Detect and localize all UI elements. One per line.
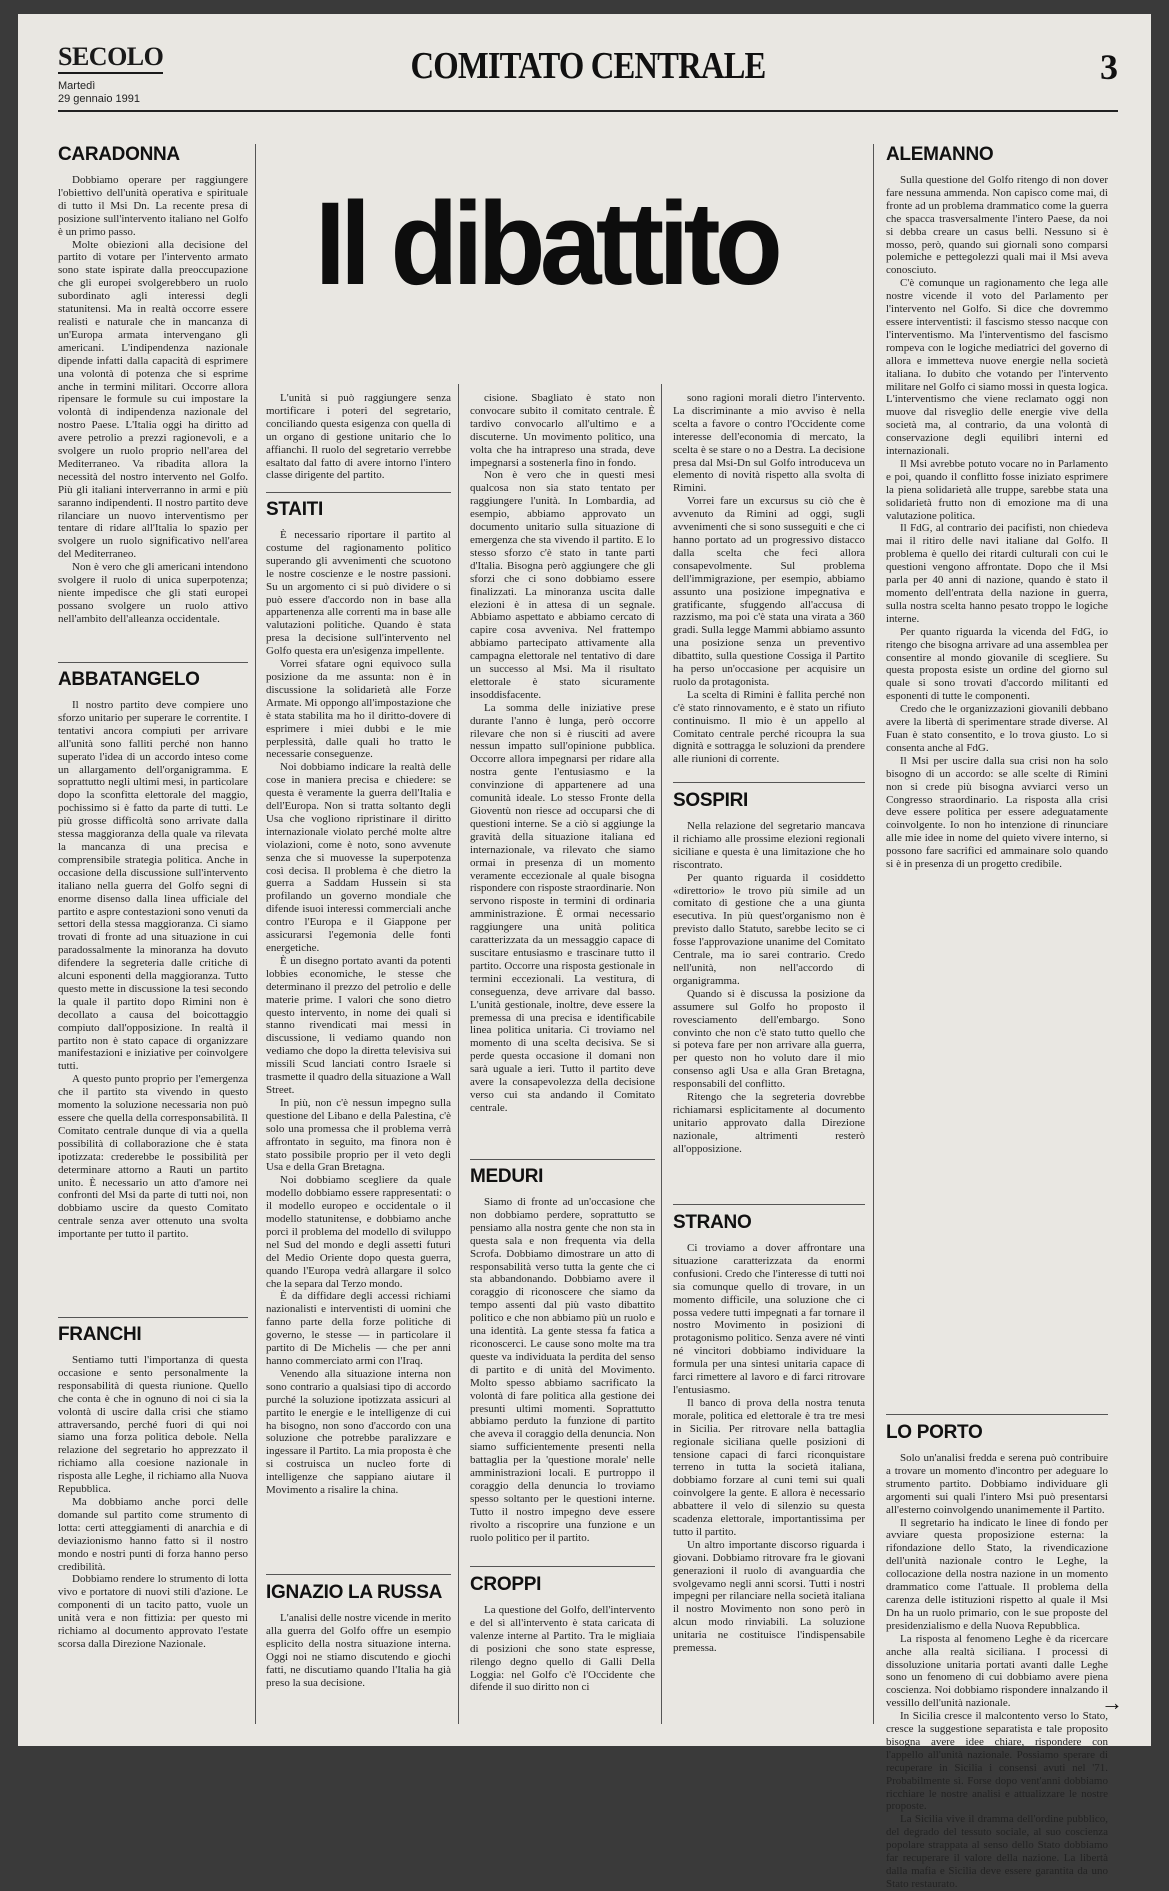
speaker-name: IGNAZIO LA RUSSA [266, 1582, 443, 1603]
speaker-name: FRANCHI [58, 1324, 142, 1345]
masthead [58, 36, 1118, 106]
article-paragraph: Ritengo che la segreteria dovrebbe richiamarsi esplicitamente al documento unitario approvato dalla Direzione nazionale, altrimenti resterò all'opposizione. [673, 1091, 865, 1155]
article-caradonna [58, 144, 248, 656]
article-divider [470, 1159, 655, 1160]
newspaper-logo: SECOLO [58, 42, 163, 74]
article-paragraph: Nella relazione del segretario mancava il richiamo alle prossime elezioni regionali siciliane e questa è una limitazione che ho riscontrato. [673, 820, 865, 871]
column-divider [458, 384, 459, 1724]
article-paragraph: Credo che le organizzazioni giovanili debbano avere la libertà di sperimentare strade diverse. Al Fuan è stato consentito, e lo trova giusto. Lo si consenta anche al FdG. [886, 703, 1108, 754]
article-paragraph: Il Msi avrebbe potuto vocare no in Parlamento e poi, quando il conflitto fosse iniziato esprimere la piena solidarietà alle truppe, sarebbe stata una solidarietà frutto non di emozione ma di una valutazione politica. [886, 457, 1108, 522]
article-paragraph: È un disegno portato avanti da potenti lobbies economiche, le stesse che determinano il prezzo del petrolio e delle materie prime. I valori che sono dietro questo intervento, in nome dei quali si stanno rivendicati mai messi in discussione, li vediamo quando non vediamo che dopo la diretta televisiva sui missili Scud lanciati contro Israele si trasmette il quadro della situazione a Wall Street. [266, 954, 451, 1096]
article-paragraph: Vorrei fare un excursus su ciò che è avvenuto da Rimini ad oggi, sugli avvenimenti che si sono susseguiti e che ci hanno portato ad un progressivo distacco dalla scelta che feci allora consapevolmente. Sul problema dell'immigrazione, per esempio, abbiamo assunto una posizione impegnativa e gratificante, sfuggendo all'accusa di razzismo, ma poi c'è stata una virata a 360 gradi. Sulla legge Mammì abbiamo assunto una posizione senza un preventivo dibattito, sulla questione Cossiga il Partito ha perso un'occasione per acquisire un ruolo da protagonista. [673, 495, 865, 688]
article-paragraph: Il nostro partito deve compiere uno sforzo unitario per superare le correntite. I tentativi ancora compiuti per arrivare all'unità sono falliti perché non hanno superato l'idea di un accordo inteso come un allargamento dell'organigramma. E soprattutto negli ultimi mesi, in particolare dopo la sconfitta elettorale del maggio, pochissimo si è fatto da parte di tutti. Le più grosse difficoltà sono arrivate dalla stessa maggioranza della quale va rilevata la mancanza di una precisa e comprensibile strategia politica. Anche in occasione della discussione sull'intervento italiano nella guerra del Golfo segni di enorme disenso dalla linea ufficiale del partito e aspre contestazioni sono venuti da settori della stessa maggioranza. Ci siamo trovati di fronte ad una situazione in cui paradossalmente la minoranza ha dovuto difendere la segreteria dalle critiche di alcuni esponenti della maggioranza. Tutto questo mette in discussione la tesi secondo la quale il partito dopo Rimini non è decollato a causa del boicottaggio compiuto dall'opposizione. In realtà il partito non è stato capace di organizzare manifestazioni e iniziative per coinvolgere tutti. [58, 699, 248, 1073]
article-paragraph: Il banco di prova della nostra tenuta morale, politica ed elettorale è tra tre mesi in Sicilia. Per ritrovare nella battaglia regionale siciliana quelle posizioni di tensione capaci di farci riconquistare terreno in tutta la società italiana, dobbiamo forzare al cuni temi sui quali coinvolgere la gente. E allora è necessario abbattere il velo di silenzio su questa scadenza elettorale, importantissima per tutto il partito. [673, 1396, 865, 1538]
article-paragraph: Noi dobbiamo scegliere da quale modello dobbiamo essere rappresentati: o il modello europeo e occidentale o il modello statunitense, e dobbiamo anche porci il problema del modello di sviluppo nel Sud del mondo e degli assetti futuri del Medio Oriente dopo questa guerra, quando l'Europa vedrà allargare il solco che la separa dal Terzo mondo. [266, 1174, 451, 1290]
article-paragraph: Per quanto riguarda il cosiddetto «direttorio» le trovo più simile ad un comitato di gestione che a una giunta esecutiva. In più quest'organismo non è previsto dallo Statuto, sarebbe lecito se ci fosse l'approvazione unanime del Comitato Centrale, ma io sarei contrario. Credo nell'unità, non nell'accordo di organigramma. [673, 871, 865, 987]
article-divider [470, 1566, 655, 1567]
article-paragraph: Sulla questione del Golfo ritengo di non dover fare nessuna ammenda. Non capisco come mai, di fronte ad un problema drammatico come la guerra che spacca trasversalmente l'intero Paese, da noi si debba creare un casus belli. Nessuno si è mosso, però, quando sui giornali sono comparsi polemiche e pettegolezzi quali mai il Msi aveva conosciuto. [886, 174, 1108, 277]
speaker-name: LO PORTO [886, 1422, 983, 1443]
article-paragraph: Il FdG, al contrario dei pacifisti, non chiedeva mai il ritiro delle navi italiane dal Golfo. Il problema è quello dei ritardi culturali con cui le questioni vengono affrontate. Dopo che il Msi parla per 40 anni di nazione, quando è stato il momento dell'entrata della nazione in guerra, sulla nostra scelta hanno pesato troppo le logiche interne. [886, 522, 1108, 625]
article-paragraph: Vorrei sfatare ogni equivoco sulla posizione da me assunta: non è in discussione la solidarietà alle Forze Armate. Mi oppongo all'impostazione che è stata stabilita ma ho il diritto-dovere di esprimere i miei dubbi e le mie perplessità, dalle quali ho tratto le necessarie conseguenze. [266, 658, 451, 761]
article-paragraph: Solo un'analisi fredda e serena può contribuire a trovare un momento d'incontro per adeguare lo strumento partito. Dobbiamo individuare gli argomenti sui quali l'intero Msi può presentarsi all'esterno coinvolgendo unanimemente il Partito. [886, 1452, 1108, 1516]
article-paragraph: Ma dobbiamo anche porci delle domande sul partito come strumento di lotta: certi atteggiamenti di anarchia e di deviazionismo hanno fatto sì il nostro mondo e nostri punti di forza hanno perso credibilità. [58, 1495, 248, 1573]
continuation-arrow-icon: → [1101, 1690, 1123, 1715]
article-continuation [673, 392, 865, 777]
column-divider [873, 144, 874, 1724]
article-continuation [266, 392, 451, 487]
headline: Il dibattito [314, 178, 778, 310]
article-paragraph: Dobbiamo operare per raggiungere l'obiettivo dell'unità operativa e spirituale di tutto il Msi Dn. La recente presa di posizione sull'intervento italiano nel Golfo è un primo passo. [58, 174, 248, 238]
masthead-rule [58, 110, 1118, 112]
article-divider [266, 1574, 451, 1575]
article-divider [58, 662, 248, 663]
column-divider [255, 144, 256, 1724]
article-paragraph: L'unità si può raggiungere senza mortificare i poteri del segretario, conciliando questa esigenza con quella di un organo di gestione unitario che lo affianchi. Il ruolo del segretario verrebbe esaltato dal fatto di avere intorno l'intero classe dirigente del partito. [266, 392, 451, 482]
speaker-name: MEDURI [470, 1166, 544, 1187]
article-paragraph: Il Msi per uscire dalla sua crisi non ha solo bisogno di un accordo: se alle scelte di Rimini non si crede più bisogna avviarci verso un Congresso straordinario. La risposta alla crisi deve essere politica per essere adeguatamente coinvolgente. Io non ho intenzione di rinunciare alle mie idee in nome del quieto vivere interno, si possono fare sacrifici ed ammainare solo quando si è in presenza di un progetto credibile. [886, 754, 1108, 871]
article-paragraph: La somma delle iniziative prese durante l'anno è lunga, però occorre rilevare che non si è riusciti ad avere nessun impatto sull'opinione pubblica. Occorre allora impegnarsi per ridare alla nostra gente l'entusiasmo e la convinzione di appartenere ad una comunità ideale. Lo stesso Fronte della Gioventù non riesce ad occuparsi che di questioni interne. Se a ciò si aggiunge la gravità della situazione italiana ed internazionale, va rilevato che siamo ormai in presenza di un momento veramente eccezionale al quale bisogna rispondere con risposte straordinarie. Non servono risposte in termini di ordinaria amministrazione. È ormai necessario raggiungere una unità politica caratterizzata da un messaggio capace di suscitare entusiasmo e trascinare tutto il partito. Occorre una risposta gestionale in termini eccezionali. La vestitura, di conseguenza, deve arrivare dal basso. L'unità gestionale, inoltre, deve essere la premessa di una precisa e identificabile linea politica unitaria. Ci troviamo nel momento di una scelta decisiva. Se si perde questa occasione il domani non sarà uguale a ieri. Tutto il partito deve avere la consapevolezza della decisione verso cui sta andando il Comitato centrale. [470, 701, 655, 1114]
article-paragraph: Dobbiamo rendere lo strumento di lotta vivo e portatore di nuovi stili d'azione. Le componenti di un tacito patto, vuole un unità vera e non fittizia: per questo mi richiamo al documento approvato l'estate scorsa dalla Direzione Nazionale. [58, 1573, 248, 1650]
article-divider [58, 1317, 248, 1318]
dateline [58, 80, 140, 106]
article-ignazio-la-russa [266, 1582, 451, 1724]
speaker-name: ALEMANNO [886, 144, 994, 165]
page-number: 3 [1100, 47, 1118, 87]
article-paragraph: La risposta al fenomeno Leghe è da ricercare anche alla realtà siciliana. I processi di dissoluzione unitaria portati avanti dalle Leghe sono un fenomeno di cui dobbiamo avere piena coscienza. Noi dobbiamo rispondere innalzando il vessillo dell'unità nazionale. [886, 1632, 1108, 1710]
article-paragraph: L'analisi delle nostre vicende in merito alla guerra del Golfo offre un esempio esplicito della nostra situazione interna. Oggi noi ne stiamo discutendo e giochi fatti, ne discutiamo quando l'Italia ha già preso la sua decisione. [266, 1612, 451, 1689]
newspaper-page [18, 14, 1151, 1890]
speaker-name: CARADONNA [58, 144, 180, 165]
article-franchi [58, 1324, 248, 1724]
article-paragraph: È necessario riportare il partito al costume del ragionamento politico superando gli avvenimenti che scuotono le nostre coscienze e le nostre passioni. Su un argomento ci si può dividere o si può essere d'accordo non in base alla appartenenza alle correnti ma in base alle valutazioni politiche. Quando è stata presa la decisione sull'intervento nel Golfo questa era un'esigenza impellente. [266, 529, 451, 658]
article-paragraph: Il segretario ha indicato le linee di fondo per avviare questa proposizione esterna: la rifondazione dello Stato, la rivendicazione dell'unità nazionale contro le Leghe, la collocazione della nostra nazione in un momento drammatico come l'attuale. Il problema della carenza delle istituzioni rispetto al quale il Msi Dn ha un ruolo primario, con le sue proposte del presidenzialismo e della Nuova Repubblica. [886, 1516, 1108, 1632]
article-abbatangelo [58, 669, 248, 1312]
article-paragraph: sono ragioni morali dietro l'intervento. La discriminante a mio avviso è nella scelta a favore o contro l'Occidente come interesse dell'economia di mercato, la scelta è se stare o no a Destra. La decisione presa dal Msi-Dn sul Golfo introduceva un elemento di novità rispetto alla svolta di Rimini. [673, 392, 865, 495]
article-paragraph: La Sicilia vive il dramma dell'ordine pubblico, del degrado del tessuto sociale, al suo coscienza popolare strappata al senso dello Stato dobbiamo far recuperare il valore della nazione. La libertà dalla mafia e Sicilia deve essere garantita da uno Stato restaurato. [886, 1813, 1108, 1890]
article-paragraph: Siamo di fronte ad un'occasione che non dobbiamo perdere, soprattutto se pensiamo alla nostra gente che non sta in questa sala e non frequenta via della Scrofa. Dobbiamo dimostrare un atto di responsabilità verso tutta la gente che ci sta abbandonando. Dobbiamo avere il coraggio di riconoscere che siamo da tempo assenti dal più vasto dibattito politico e che non abbiamo più un ruolo e una identità. La gente stessa fa fatica a riconoscerci. Le cause sono molte ma tra queste va individuata la perdita del senso di partito e di unità del Movimento. Molto spesso abbiamo sacrificato la volontà di fare politica alla gestione dei presunti ultimi momenti. Soprattutto abbiamo perduto la funzione di partito che aveva il coraggio della denuncia. Non siamo sufficientemente presenti nella battaglia per la 'questione morale' nelle amministrazioni locali. E purtroppo il coraggio della denuncia lo troviamo spesso soltanto per le questioni interne. Tutto il nostro impegno deve essere rivolto a riscoprire una funzione e un ruolo politico per il partito. [470, 1196, 655, 1544]
article-continuation [470, 392, 655, 1154]
article-divider [886, 1414, 1108, 1415]
article-paragraph: In più, non c'è nessun impegno sulla questione del Libano e della Palestina, c'è solo una promessa che il problema verrà affrontato in seguito, ma finora non è stato possibile proprio per il veto degli Usa e della Gran Bretagna. [266, 1096, 451, 1174]
speaker-name: STRANO [673, 1212, 752, 1233]
speaker-name: CROPPI [470, 1574, 542, 1595]
article-paragraph: Quando si è discussa la posizione da assumere sul Golfo ho proposto il rovesciamento dell'embargo. Sono convinto che non c'è stato tutto quello che si poteva fare per non arrivare alla guerra, per questo non ho voluto dare il mio consenso agli Usa e alla Gran Bretagna, responsabili del conflitto. [673, 987, 865, 1091]
article-paragraph: Non è vero che gli americani intendono svolgere il ruolo di unica superpotenza; niente impedisce che gli stati europei possano svolgere un ruolo attivo nell'ambito dell'alleanza occidentale. [58, 561, 248, 625]
article-meduri [470, 1166, 655, 1561]
article-paragraph: La questione del Golfo, dell'intervento e del sì all'intervento è stata caricata di valenze interne al Partito. Tra le migliaia di posizioni che sono state espresse, rilengo degno quello di Galli Della Loggia: nel Golfo c'è l'Occidente che difende il suo diritto non ci [470, 1604, 655, 1694]
article-paragraph: Non è vero che in questi mesi qualcosa non sia stato tentato per raggiungere l'unità. In Lombardia, ad esempio, abbiamo approvato un documento unitario sulla situazione di emergenza che sta vivendo il partito. E lo stesso sforzo c'è stato in tante parti d'Italia. Bisogna però aggiungere che gli sforzi che ci sono dobbiamo essere finalizzati. La minoranza uscita dalle elezioni è in attesa di un segnale. Abbiamo aspettato e abbiamo cercato di capire cosa avveniva. Nel frattempo abbiamo partecipato attivamente alla campagna elettorale nel tentativo di dare un successo al Msi. Ma il risultato elettorale è stato sicuramente insoddisfacente. [470, 469, 655, 701]
speaker-name: STAITI [266, 499, 323, 520]
article-staiti [266, 499, 451, 1569]
article-divider [673, 782, 865, 783]
article-sospiri [673, 790, 865, 1200]
article-paragraph: Ci troviamo a dover affrontare una situazione caratterizzata da enormi confusioni. Credo che l'interesse di tutti noi sia comunque quello di trovare, in un momento difficile, una soluzione che ci possa vedere tutti impegnati a far tornare il nostro Movimento in posizioni di protagonismo politico. Senza avere né vinti né vincitori dobbiamo individuare la formula per una sintesi unitaria capace di farci rimettere al lavoro e di farci ritrovare l'entusiasmo. [673, 1242, 865, 1396]
article-paragraph: Sentiamo tutti l'importanza di questa occasione e sento personalmente la responsabilità di questa riunione. Quello che conta è che in ognuno di noi ci sia la volontà di uscire dalla crisi che stiamo attraversando, perché fuori di qui noi siamo una forza politica debole. Nella relazione del segretario ho apprezzato il richiamo alla coesione nazionale in risposta alle Leghe, il richiamo alla Nuova Repubblica. [58, 1354, 248, 1496]
speaker-name: SOSPIRI [673, 790, 748, 811]
article-paragraph: Per quanto riguarda la vicenda del FdG, io ritengo che bisogna arrivare ad una assemblea per consentire al mondo giovanile di scegliere. Su questa proposta esiste un ordine del giorno sul quale si sono trovati d'accordo militanti ed esponenti di tutte le componenti. [886, 625, 1108, 703]
article-divider [266, 492, 451, 493]
section-title: COMITATO CENTRALE [410, 45, 766, 87]
article-divider [673, 1204, 865, 1205]
article-paragraph: Un altro importante discorso riguarda i giovani. Dobbiamo ritrovare fra le giovani generazioni il ruolo di avanguardia che svolgevamo negli anni scorsi. Tutti i nostri impegni per rilanciare nella società italiana il nostro Movimento non sono però in alcun modo rinviabili. La soluzione unitaria ne costituisce l'indispensabile premessa. [673, 1538, 865, 1655]
article-paragraph: cisione. Sbagliato è stato non convocare subito il comitato centrale. È tardivo convocarlo all'ultimo e a discuterne. Un movimento politico, una volta che ha intrapreso una strada, deve impegnarsi a sostenerla fino in fondo. [470, 392, 655, 469]
article-strano [673, 1212, 865, 1724]
article-paragraph: Venendo alla situazione interna non sono contrario a qualsiasi tipo di accordo purché la soluzione ipotizzata assicuri al partito le energie e le intelligenze di cui ha bisogno, non sono d'accordo con una soluzione che potrebbe paralizzare e ingessare il Partito. La mia proposta è che si costruisca un nucleo forte di intelligenze che sappiano aiutare il Movimento a risalire la china. [266, 1367, 451, 1497]
article-paragraph: A questo punto proprio per l'emergenza che il partito sta vivendo in questo momento la soluzione necessaria non può essere che quella della corresponsabilità. Il Comitato centrale dunque di via a quella possibilità di collaborazione che è stata ipotizzata: crederebbe le possibilità per determinare attorno a Rauti un partito unito. È necessario un atto d'amore nei confronti del Msi da parte di tutti noi, non dobbiamo uscire da questo Comitato centrale senza aver ottenuto una svolta importante per tutto il partito. [58, 1073, 248, 1241]
dateline-date: 29 gennaio 1991 [58, 93, 140, 105]
column-divider [661, 384, 662, 1724]
article-alemanno [886, 144, 1108, 1409]
article-paragraph: È da diffidare degli accessi richiami nazionalisti e interventisti di uomini che fanno parte della forze politiche di governo, le stesse — in particolare il partito di De Michelis — che per anni hanno commerciato armi con l'Iraq. [266, 1290, 451, 1367]
article-paragraph: La scelta di Rimini è fallita perché non c'è stato rinnovamento, e è stato un rifiuto continuismo. Il mio è un appello al Comitato centrale perché ricoupra la sua dignità e sottragga le soluzioni da prendere alle riunioni di corrente. [673, 688, 865, 766]
article-paragraph: Noi dobbiamo indicare la realtà delle cose in maniera precisa e chiedere: se questa è veramente la guerra dell'Italia e dell'Europa. Non si tratta soltanto degli Usa che vogliono ripristinare il diritto internazionale violato perché molte altre violazioni, come è noto, sono avvenute senza che si muovesse la superpotenza così decisa. Il problema è che dietro la guerra a Saddam Hussein si sta profilando un governo mondiale che difende isuoi interessi commerciali anche contro l'Europa e il Giappone per assicurarsi l'egemonia delle fonti energetiche. [266, 761, 451, 954]
article-croppi [470, 1574, 655, 1724]
dateline-day: Martedì [58, 80, 96, 92]
speaker-name: ABBATANGELO [58, 669, 200, 690]
article-paragraph: C'è comunque un ragionamento che lega alle nostre vicende il voto del Parlamento per l'intervento nel Golfo. Si dice che dovremmo essere interventisti: il fascismo stesso nacque con l'interventismo. Ma l'interventismo del fascismo rompeva con le logiche mediatrici del governo di allora e immetteva nuove energie nella società italiana. Io dubito che votando per l'intervento militare nel Golfo ci siamo mossi in questa logica. L'interventismo che viene reclamato oggi non muove dal risveglio delle energie vive della società ma, al contrario, da una volontà di conservazione degli equilibri interni ed internazionali. [886, 277, 1108, 458]
article-lo-porto [886, 1422, 1108, 1890]
article-paragraph: In Sicilia cresce il malcontento verso lo Stato, cresce la suggestione separatista e tale proposito bisogna avere idee chiare, rispondere con l'appello all'unità nazionale. Possiamo sperare di recuperare in Sicilia i consensi avuti nel '71. Probabilmente sì. Forse dopo vent'anni dobbiamo ricchiare le nostre analisi e attualizzare le nostre proposte. [886, 1710, 1108, 1813]
article-paragraph: Molte obiezioni alla decisione del partito di votare per l'intervento armato sono state ispirate dalla preoccupazione che gli europei svolgerebbero un ruolo subordinato agli interessi degli statunitensi. Ma in realtà occorre essere realisti e naturale che in mancanza di un'Europa armata intervengano gli americani. L'indipendenza nazionale dipende infatti dalla capacità di esprimere una volontà di potenza che si esprime anche in termini militari. Occorre allora ripensare le formule su cui impostare la volontà di indipendenza nazionale del nostro Paese. L'Italia oggi ha diritto ad avere petrolio a prezzi ragionevoli, e a svolgere un ruolo proprio nell'area del Mediterraneo. Va ribadita allora la necessità del nostro intervento nel Golfo. Più gli italiani interverranno in armi e più saranno indipendenti. Il nostro partito deve rilanciare un nuovo interventismo per tentare di ridare all'Italia lo spazio per svolgere un ruolo significativo nell'area del Mediterraneo. [58, 238, 248, 561]
